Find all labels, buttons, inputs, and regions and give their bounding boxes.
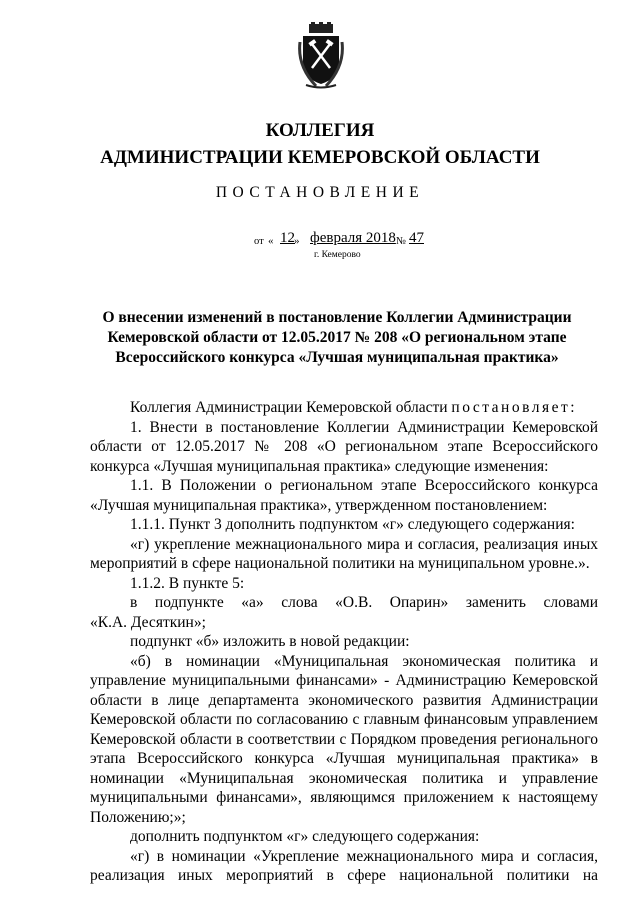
- paragraph-1-1-2: 1.1.2. В пункте 5:: [130, 574, 245, 592]
- doc-number: 47: [409, 230, 424, 246]
- subparagraph-g-text: «г) укрепление межнационального мира и согласия, реализация иных мероприятий в сфере национальной политики на муниципальном уровне.».: [90, 535, 598, 572]
- subparagraph-a-line2: «К.А. Десяткин»;: [90, 613, 206, 631]
- date-open-quote: «: [268, 235, 274, 247]
- date-month-year: февраля 2018: [310, 230, 396, 246]
- paragraph-1-1-1: 1.1.1. Пункт 3 дополнить подпунктом «г» следующего содержания:: [130, 516, 575, 533]
- date-from-label: от: [254, 236, 264, 247]
- subparagraph-a-line1: в подпункте «а» слова «О.В. Опарин» заменить словами: [130, 594, 598, 611]
- paragraph-1-1: 1.1. В Положении о региональном этапе Всероссийского конкурса «Лучшая муниципальная практика», утвержденном постановлением:: [90, 477, 598, 514]
- intro-prefix: Коллегия Администрации Кемеровской области: [130, 399, 448, 416]
- subparagraph-g-intro: дополнить подпунктом «г» следующего содержания:: [130, 828, 480, 845]
- org-title-line1: КОЛЛЕГИЯ: [265, 120, 375, 141]
- subparagraph-g-new-text: «г) в номинации «Укрепление межнационального мира и согласия, реализация иных мероприятий в сфере национальной политики на: [90, 847, 598, 884]
- city-label: г. Кемерово: [314, 250, 361, 260]
- paragraph-1: 1. Внести в постановление Коллегии Администрации Кемеровской области от 12.05.2017 № 208 «О региональном этапе Всероссийского конкурса «Лучшая муниципальная практика» следующие изменения:: [90, 418, 598, 475]
- date-day: 12: [280, 230, 295, 246]
- intro-paragraph: [90, 398, 598, 418]
- document-type: ПОСТАНОВЛЕНИЕ: [215, 184, 425, 201]
- document-title: О внесении изменений в постановление Коллегии Администрации Кемеровской области от 12.05.2017 № 208 «О региональном этапе Всероссийского конкурса «Лучшая муниципальная практика»: [102, 309, 572, 366]
- doc-number-label: №: [396, 236, 407, 247]
- coat-of-arms-emblem: [298, 22, 344, 90]
- subparagraph-b-intro: подпункт «б» изложить в новой редакции:: [130, 633, 410, 650]
- document-body: [90, 398, 598, 886]
- intro-resolves: постановляет:: [451, 399, 578, 416]
- date-close-quote: »: [294, 235, 300, 247]
- subparagraph-b-text: «б) в номинации «Муниципальная экономическая политика и управление муниципальными финансами» - Администрацию Кемеровской области в лице департамента экономического развития Администрации Кемеровской области по согласованию с главным финансовым управлением Кемеровской области в соответствии с Порядком проведения регионального этапа Всероссийского конкурса «Лучшая муниципальная практика» в номинации «Муниципальная экономическая политика и управление муниципальными финансами», являющимся приложением к настоящему Положению;»;: [90, 652, 598, 826]
- date-number-line: [0, 230, 640, 252]
- org-title-line2: АДМИНИСТРАЦИИ КЕМЕРОВСКОЙ ОБЛАСТИ: [100, 147, 540, 168]
